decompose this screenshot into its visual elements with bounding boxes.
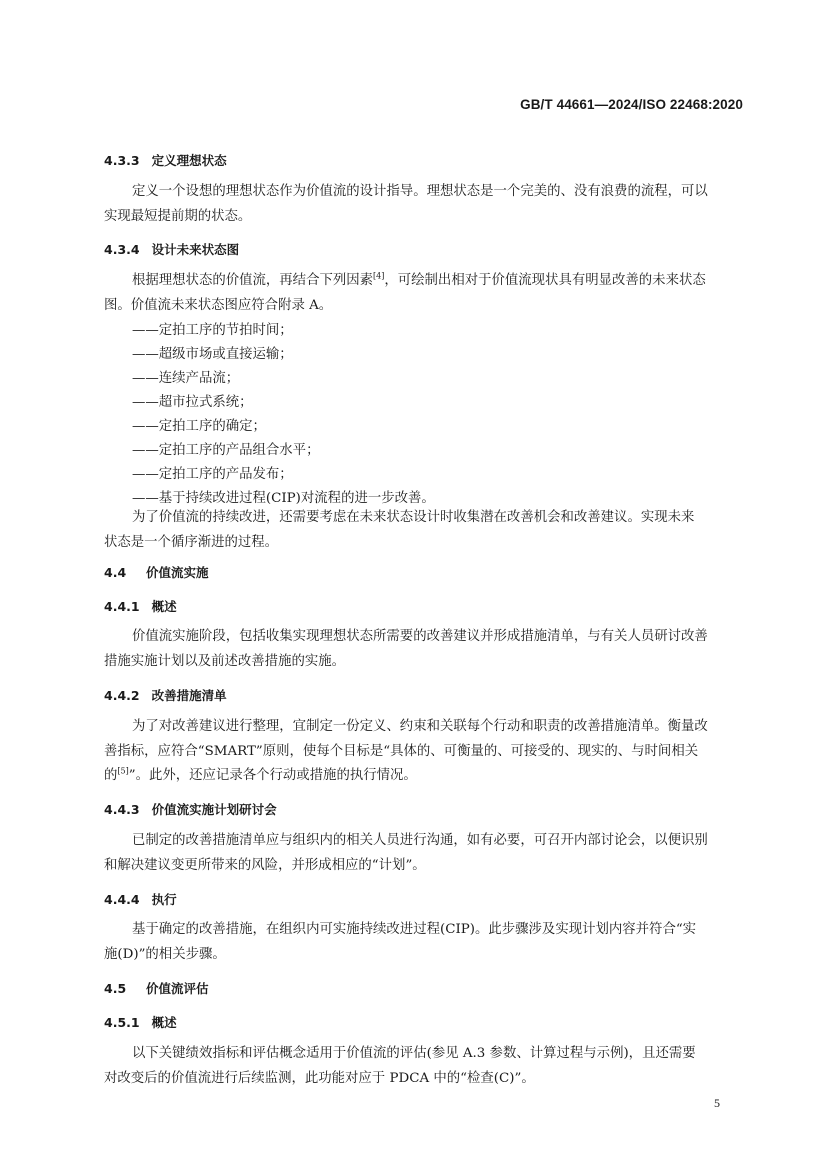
section-number: 4.3.3: [104, 153, 140, 168]
text-line: [104, 764, 772, 789]
text-line: 图。价值流未来状态图应符合附录 A。: [104, 297, 333, 313]
heading-4-5-1: [104, 1013, 177, 1031]
paragraph-4-3-3: [104, 180, 772, 229]
heading-4-3-3: [104, 151, 227, 169]
section-title: 设计未来状态图: [151, 242, 240, 257]
text-line: 基于确定的改善措施，在组织内可实施持续改进过程(CIP)。此步骤涉及实现计划内容并符合“实: [132, 922, 697, 937]
list-item: ——定拍工序的确定；: [132, 419, 266, 434]
list-item: ——定拍工序的产品组合水平；: [132, 443, 320, 458]
section-number: 4.4: [104, 565, 127, 580]
section-title: 概述: [151, 1015, 177, 1030]
section-number: 4.5: [104, 981, 127, 996]
section-title: 价值流实施计划研讨会: [151, 802, 277, 817]
text-span: ，可绘制出相对于价值流现状具有明显改善的未来状态: [384, 273, 706, 288]
text-line: 价值流实施阶段，包括收集实现理想状态所需要的改善建议并形成措施清单，与有关人员研讨改善: [132, 629, 708, 644]
section-title: 执行: [151, 892, 177, 907]
text-span: 根据理想状态的价值流，再结合下列因素: [132, 273, 374, 288]
paragraph-4-4-2: [104, 715, 772, 789]
list-item: ——连续产品流；: [132, 371, 240, 386]
section-number: 4.4.1: [104, 599, 140, 614]
section-number: 4.4.3: [104, 802, 140, 817]
section-number: 4.5.1: [104, 1015, 140, 1030]
paragraph-4-4-3: [104, 829, 772, 878]
section-title: 价值流评估: [146, 981, 209, 996]
list-item: ——超级市场或直接运输；: [132, 347, 293, 362]
list-item: ——超市拉式系统；: [132, 395, 253, 410]
heading-4-4-1: [104, 597, 177, 615]
text-line: 对改变后的价值流进行后续监测，此功能对应于 PDCA 中的“检查(C)”。: [104, 1070, 535, 1086]
list-item: ——定拍工序的产品发布；: [132, 467, 293, 482]
text-line: 善指标，应符合“SMART”原则，使每个目标是“具体的、可衡量的、可接受的、现实的、与时间相关: [104, 743, 699, 759]
citation-ref: [5]: [117, 766, 129, 776]
section-title: 定义理想状态: [151, 153, 227, 168]
heading-4-4-3: [104, 800, 277, 818]
text-span: 的: [104, 768, 118, 783]
paragraph-4-4-1: [104, 625, 772, 674]
heading-4-4-4: [104, 890, 177, 908]
heading-4-5: [104, 979, 209, 997]
text-line: 实现最短提前期的状态。: [104, 208, 252, 224]
section-title: 改善措施清单: [151, 688, 227, 703]
text-line: 施(D)”的相关步骤。: [104, 946, 226, 962]
section-title: 概述: [151, 599, 177, 614]
text-span: ”。此外，还应记录各个行动或措施的执行情况。: [128, 768, 417, 783]
heading-4-4-2: [104, 686, 227, 704]
paragraph-4-4-4: [104, 918, 772, 967]
section-number: 4.4.2: [104, 688, 140, 703]
heading-4-4: [104, 563, 209, 581]
list-item: ——定拍工序的节拍时间；: [132, 323, 293, 338]
page-number: 5: [714, 1096, 720, 1110]
standard-id-header: GB/T 44661—2024/ISO 22468:2020: [520, 97, 743, 112]
citation-ref: [4]: [373, 271, 385, 281]
paragraph-4-3-4-continuation: [104, 506, 772, 555]
paragraph-4-5-1: [104, 1042, 772, 1091]
paragraph-4-3-4: [104, 269, 772, 318]
text-line: 定义一个设想的理想状态作为价值流的设计指导。理想状态是一个完美的、没有浪费的流程，可以: [132, 184, 708, 199]
text-line: 已制定的改善措施清单应与组织内的相关人员进行沟通，如有必要，可召开内部讨论会，以便识别: [132, 833, 708, 848]
text-line: [132, 269, 772, 294]
text-line: 为了对改善建议进行整理，宜制定一份定义、约束和关联每个行动和职责的改善措施清单。衡量改: [132, 719, 708, 734]
heading-4-3-4: [104, 240, 239, 258]
text-line: 措施实施计划以及前述改善措施的实施。: [104, 653, 346, 669]
text-line: 为了价值流的持续改进，还需要考虑在未来状态设计时收集潜在改善机会和改善建议。实现未来: [132, 510, 695, 525]
text-line: 状态是一个循序渐进的过程。: [104, 534, 279, 550]
text-line: 和解决建议变更所带来的风险，并形成相应的“计划”。: [104, 857, 426, 873]
section-number: 4.4.4: [104, 892, 140, 907]
list-item: ——基于持续改进过程(CIP)对流程的进一步改善。: [132, 491, 435, 506]
section-title: 价值流实施: [146, 565, 209, 580]
section-number: 4.3.4: [104, 242, 140, 257]
text-line: 以下关键绩效指标和评估概念适用于价值流的评估(参见 A.3 参数、计算过程与示例)，且还需要: [132, 1046, 696, 1061]
